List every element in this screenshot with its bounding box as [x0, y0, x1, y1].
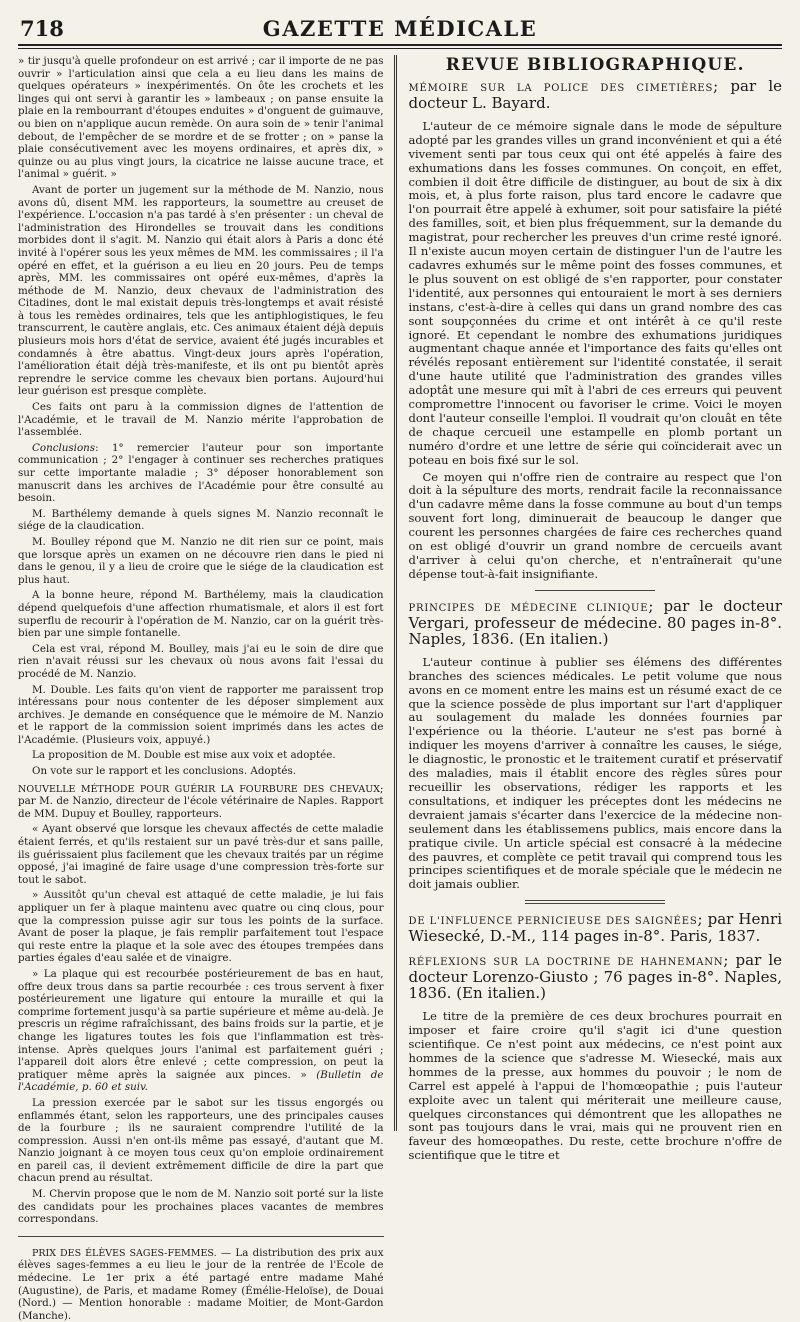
review-1-title — [408, 76, 783, 112]
prix-title: PRIX DES ÉLÈVES SAGES-FEMMES. — [32, 1247, 217, 1259]
review-2-title — [408, 596, 783, 648]
page-header — [18, 14, 782, 44]
paragraph-proposition: La proposition de M. Double est mise aux voix et adoptée. — [32, 749, 336, 762]
paragraph-vote: On vote sur le rapport et les conclusions. Adoptés. — [32, 765, 296, 778]
review-3-title-caps: DE L'INFLUENCE PERNICIEUSE DES SAIGNÉES — [408, 916, 698, 928]
review-1-title-caps: MÉMOIRE SUR LA POLICE DES CIMETIÈRES — [408, 82, 714, 94]
left-separator — [18, 1236, 384, 1237]
paragraph-ayant: « Ayant observé que lorsque les chevaux affectés de cette maladie étaient ferrés, et qu'ils restaient sur un pavé très-dur et sans paille, ils guérissaient plus facilement que les chevaux traités par un régime opposé, j'ai imaginé de faire usage d'une compression très-forte sur tout le sabot. — [18, 823, 384, 886]
review-4-title-caps: RÉFLEXIONS SUR LA DOCTRINE DE HAHNEMANN — [408, 957, 724, 969]
review-4-title — [409, 953, 783, 1002]
paragraph-bouley: M. Boulley répond que M. Nanzio ne dit rien sur ce point, mais que lorsque après un examen on ne découvre rien dans le pied ni dans le genou, il y a lieu de croire que le siége de la claudication est plus haut. — [18, 535, 384, 586]
review-1-paragraph-1: L'auteur de ce mémoire signale dans le mode de sépulture adopté par les grandes villes un grand inconvénient et qui a été vivement senti par tous ceux qui ont été appelés à faire des exhumations dans les fosses communes. On conçoit, en effet, combien il doit être difficile de distinguer, au bout de six à dix mois, et, à plus forte raison, plus tard encore le cadavre que l'on pourrait être appelé à exhumer, soit pour satisfaire la piété des familles, soit, et bien plus fréquemment, sur la demande du magistrat, pour rechercher les preuves d'un crime resté ignoré. Il n'existe aucun moyen certain de distinguer l'un de l'autre les cadavres exhumés sur le même point des fosses communes, et le plus souvent on est obligé de s'en rapporter, pour constater l'identité, aux personnes qui entouraient le mort à ses derniers instans, c'est-à-dire à celles qui dans un grand nombre des cas sont soupçonnées du crime et ont intérêt à ce qu'il reste ignoré. Et cependant le nombre des exhumations juridiques augmentant chaque année et l'importance des faits qu'elles ont révélés reposant entièrement sur l'identité constatée, il serait d'une haute utilité que l'administration des grandes villes adoptât une mesure qui mît à l'abri de ces erreurs qui peuvent compromettre l'innocent ou favoriser le crime. Voici le moyen dont l'auteur conseille l'emploi. Il voudrait qu'on clouât en tête de chaque cercueil une estampelle en plomb portant un numéro d'ordre et une lettre de série qui coïnciderait avec un poteau en bois fixé sur le sol. — [408, 118, 782, 467]
review-3-title-rest: ; par Henri Wiesecké, D.-M., 114 pages in-8°. Paris, 1837. — [408, 910, 782, 946]
paragraph-chervin: M. Chervin propose que le nom de M. Nanzio soit porté sur la liste des candidats pour les prochaines places vacantes de membres correspondans. — [18, 1188, 384, 1226]
paragraph-barthelemy: M. Barthélemy demande à quels signes M. Nanzio reconnaît le siége de la claudication. — [18, 507, 384, 533]
paragraph-prix — [18, 1247, 384, 1322]
journal-title: GAZETTE MÉDICALE — [262, 16, 538, 41]
columns — [18, 55, 782, 1322]
conclusions-text: : 1° remercier l'auteur pour son importante communication ; 2° l'engager à continuer ses recherches pratiques sur cette importante maladie ; 3° déposer honorablement son manuscrit dans les archives de l'Académie pour être consulté au besoin. — [18, 441, 384, 505]
quote-end-paragraph: » tir jusqu'à quelle profondeur on est arrivé ; car il importe de ne pas ouvrir » l'articulation ainsi que cela a eu lieu dans les mains de quelques opérateurs » inexpérimentés. On ôte les crochets et les linges qui ont servi à garantir les » lambeaux ; on panse ensuite la plaie en la rembourrant d'étoupes enduites » d'onguent de guimauve, ou bien on n'applique aucun remède. On aura soin de » tenir l'animal debout, de l'empêcher de se mordre et de se frotter ; on » panse la plaie consécutivement avec les moyens ordinaires, et après dix, » quinze ou au plus vingt jours, la cicatrice ne laisse aucune trace, et l'animal » guérit. » — [18, 55, 384, 181]
nouvelle-methode-rest: ; par M. de Nanzio, directeur de l'école vétérinaire de Naples. Rapport de MM. Dupuy et Boulley, rapporteurs. — [18, 782, 384, 820]
page-number: 718 — [20, 16, 64, 41]
review-2-title-rest: ; par le docteur Vergari, professeur de médecine. 80 pages in-8°. Naples, 1836. (En italien.) — [408, 596, 782, 648]
review-2-paragraph-1: L'auteur continue à publier ses élémens des différentes branches des sciences médicales. Le petit volume que nous avons en ce moment entre les mains est un résumé exact de ce que la science possède de plus important sur l'art d'appliquer au soulagement du malade les données fournies par l'expérience ou la théorie. L'auteur ne s'est pas borné à indiquer les moyens d'arriver à connaître les causes, le siége, le diagnostic, le pronostic et le traitement curatif et préservatif des maladies, mais il établit encore des règles sûres pour recueillir les observations, rédiger les rapports et les consultations, et indiquer les préceptes dont les médecins ne devraient jamais s'écarter dans l'exercice de la médecine non-seulement dans les établissemens publics, mais encore dans la pratique civile. Un article spécial est consacré à la médecine des pauvres, et complète ce petit travail qui comprend tous les principes scientifiques et de morale spéciale que le médecin ne doit jamais oublier. — [408, 654, 782, 892]
paragraph-nouvelle-methode — [18, 783, 384, 821]
paragraph-double: M. Double. Les faits qu'on vient de rapporter me paraissent trop intéressans pour nous contenter de les déposer simplement aux archives. Je demande en conséquence que le mémoire de M. Nanzio et le rapport de la commission soient imprimés dans les actes de l'Académie. (Plusieurs voix, appuyé.) — [18, 683, 384, 746]
paragraph-ces-faits: Ces faits ont paru à la commission dignes de l'attention de l'Académie, et le travail de M. Nanzio mérite l'approbation de l'assemblée. — [18, 401, 384, 439]
section-title: REVUE BIBLIOGRAPHIQUE. — [445, 55, 745, 75]
paragraph-cela: Cela est vrai, répond M. Boulley, mais j'ai eu le soin de dire que rien n'avait réussi sur les chevaux où nous avons fait l'essai du procédé de M. Nanzio. — [18, 642, 384, 680]
paragraph-plaque — [18, 968, 384, 1094]
paragraph-avant: Avant de porter un jugement sur la méthode de M. Nanzio, nous avons dû, disent MM. les rapporteurs, la soumettre au creuset de l'expérience. L'occasion n'a pas tardé à s'en présenter : un cheval de l'administration des Hirondelles se trouvait dans les conditions morbides dont il s'agit. M. Nanzio qui était alors à Paris a donc été invité à l'opérer sous les yeux mêmes de MM. les commissaires ; il l'a opéré en effet, et la guérison a eu lieu en 20 jours. Peu de temps après, MM. les commissaires ont opéré eux-mêmes, d'après la méthode de M. Nanzio, deux chevaux de l'administration des Citadines, dont le mal existait depuis très-longtemps et avait résisté à tous les remèdes ordinaires, tels que les antiphlogistiques, le feu transcurrent, le cautère anglais, etc. Ces animaux étaient déjà depuis plusieurs mois hors d'état de service, avaient été jugés incurables et condamnés à être abattus. Vingt-deux jours après l'opération, l'amélioration était déjà très-manifeste, et ils ont pu bientôt après reprendre le service comme les chevaux bien portans. Aujourd'hui leur guérison est presque complète. — [18, 183, 384, 398]
conclusions-label: Conclusions — [32, 441, 96, 454]
review-separator-2 — [525, 900, 665, 904]
paragraph-bonne-heure: A la bonne heure, répond M. Barthélemy, mais la claudication dépend quelquefois d'une affection rhumatismale, et alors il est fort superflu de recourir à l'opération de M. Nanzio, car on la guérit très-bien par une simple fontanelle. — [18, 589, 384, 640]
review-3-title — [409, 912, 783, 945]
review-2-title-caps: PRINCIPES DE MÉDECINE CLINIQUE — [408, 602, 649, 614]
review-separator-1 — [535, 590, 655, 591]
plaque-text: » La plaque qui est recourbée postérieurement de bas en haut, offre deux trous dans sa partie recourbée : ces trous servent à fixer postérieurement une ligature qui entoure la muraille et qui la comprime fortement jusqu'à sa partie supérieure et même au-delà. Je prescris un régime rafraîchissant, des bains froids sur la partie, et je change les ligatures toutes les fois que l'inflammation est très-intense. Après quelques jours l'animal est parfaitement guéri ; l'appareil doit alors être enlevé ; cette compression, on peut la pratiquer même après la saignée aux pinces. » — [18, 967, 384, 1081]
right-column — [397, 55, 783, 1163]
review-4-paragraph-1: Le titre de la première de ces deux brochures pourrait en imposer et faire croire qu'il s'agit ici d'une question scientifique. Ce n'est point aux médecins, ce n'est point aux hommes de la science que s'adresse M. Wiesecké, mais aux hommes de la presse, aux hommes du pouvoir ; le nom de Carrel est appelé à l'appui de l'homœopathie ; puis l'auteur exploite avec un talent qui mériterait une meilleure cause, quelques circonstances qui démontrent que les allopathes ne sont pas toujours dans le vrai, mais qui ne prouvent rien en faveur des homœopathes. Du reste, cette brochure n'offre de scientifique que le titre et — [408, 1009, 782, 1163]
paragraph-aussitot: » Aussitôt qu'un cheval est attaqué de cette maladie, je lui fais appliquer un fer à plaque maintenu avec quatre ou cinq clous, pour que la compression puisse agir sur tous les points de la surface. Avant de poser la plaque, je fais remplir parfaitement tout l'espace qui reste entre la plaque et la sole avec des étoupes trempées dans parties égales d'eau salée et de vinaigre. — [18, 889, 384, 965]
paragraph-pression: La pression exercée par le sabot sur les tissus engorgés ou enflammés étant, selon les rapporteurs, une des principales causes de la fourbure ; ils ne sauraient comprendre l'utilité de la compression. Aussi n'en ont-ils même pas essayé, d'autant que M. Nanzio joignant à ce moyen tous ceux qu'on emploie ordinairement en pareil cas, il devient extrêmement difficile de dire la part que chacun prend au résultat. — [18, 1096, 384, 1185]
header-rule — [18, 44, 782, 49]
prix-text: — La distribution des prix aux élèves sages-femmes a eu lieu le jour de la rentrée de l'Ecole de médecine. Le 1er prix a été partagé entre madame Mahé (Augustine), de Paris, et madame Romey (Émélie-Heloïse), de Douai (Nord.) — Mention honorable : madame Moitier, de Mont-Gardon (Manche). — [18, 1246, 384, 1322]
nouvelle-methode-title: NOUVELLE MÉTHODE POUR GUÉRIR LA FOURBURE DES CHEVAUX — [18, 783, 381, 795]
review-1-title-rest: ; par le docteur L. Bayard. — [408, 76, 782, 112]
review-4-title-rest: ; par le docteur Lorenzo-Giusto ; 76 pages in-8°. Naples, 1836. (En italien.) — [408, 951, 782, 1003]
left-column — [18, 55, 394, 1322]
review-1-paragraph-2: Ce moyen qui n'offre rien de contraire au respect que l'on doit à la sépulture des morts, rendrait facile la reconnaissance d'un cadavre même dans la fosse commune au bout d'un temps souvent fort long, diminuerait de beaucoup le danger que courent les personnes chargées de faire ces recherches quand on est obligé d'ouvrir un grand nombre de cercueils avant d'arriver à celui qu'on cherche, et n'entraînerait qu'une dépense tout-à-fait insignifiante. — [408, 469, 782, 581]
plaque-reference: (Bulletin de l'Académie, p. 60 et suiv. — [18, 1068, 384, 1094]
paragraph-conclusions — [18, 442, 384, 505]
